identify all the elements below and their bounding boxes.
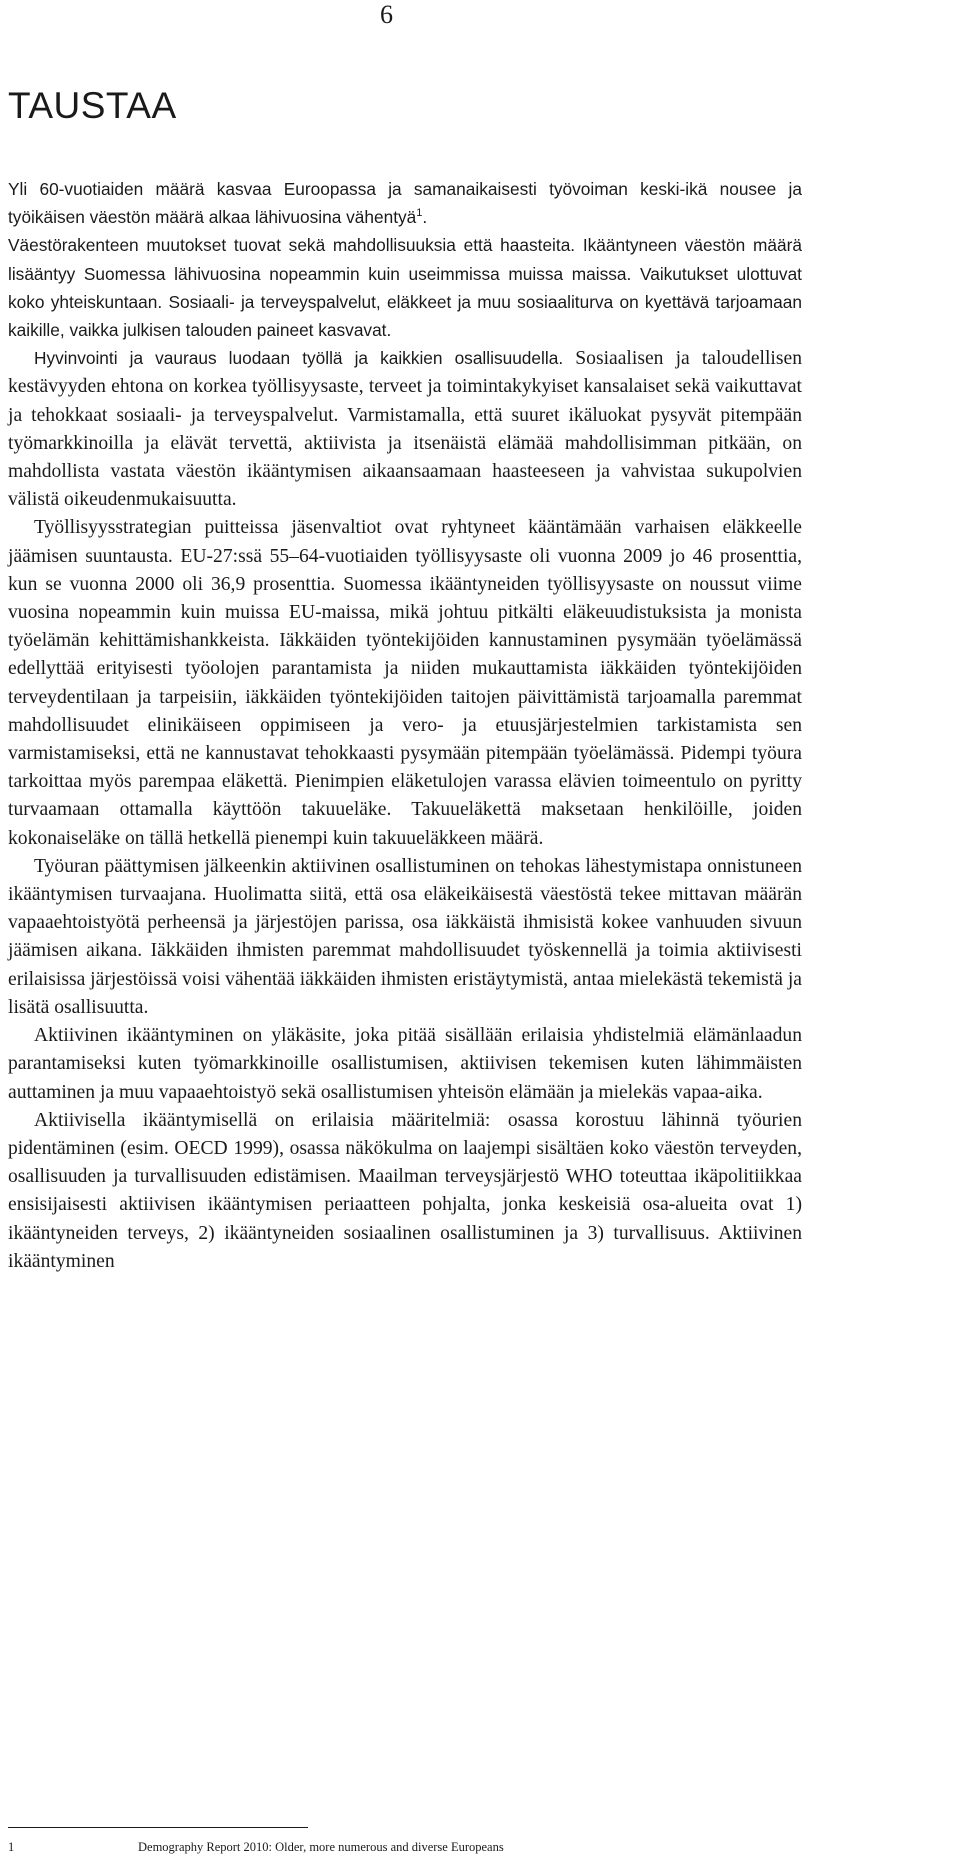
page-number: 6 [380, 0, 393, 29]
paragraph-2-lead: Hyvinvointi ja vauraus luodaan työllä ja kaikkien osallisuudella. [34, 348, 564, 369]
section-heading: TAUSTAA [8, 85, 177, 126]
paragraph-1 [8, 175, 802, 344]
paragraph-1-text-continued: Väestörakenteen muutokset tuovat sekä mahdollisuuksia että haasteita. Ikääntyneen väestön määrä lisääntyy Suomessa lähivuosina nopeammin kuin useimmissa muissa maissa. Vaikutukset ulottuvat koko yhteiskuntaan. Sosiaali- ja terveyspalvelut, eläkkeet ja muu sosiaaliturva on kyettävä tarjoamaan kaikille, vaikka julkisen talouden paineet kasvavat. [8, 235, 802, 341]
body-text [8, 175, 802, 1276]
paragraph-1-text: Yli 60-vuotiaiden määrä kasvaa Euroopassa ja samanaikaisesti työvoiman keski-ikä nousee ja työikäisen väestön määrä alkaa lähivuosina vähentyä [8, 179, 802, 228]
paragraph-5: Aktiivinen ikääntyminen on yläkäsite, joka pitää sisällään erilaisia yhdistelmiä elämänlaadun parantamiseksi kuten työmarkkinoille osallistumisen, aktiivisen tekemisen kuten lähimmäisten auttaminen ja muu vapaaehtoistyö sekä osallistumisen yhteisön elämään ja mielekäs vapaa-aika. [8, 1025, 802, 1103]
footnote-number: 1 [8, 1840, 15, 1854]
footnote-text: Demography Report 2010: Older, more numerous and diverse Europeans [138, 1840, 504, 1854]
footnote-divider [8, 1827, 308, 1828]
paragraph-4: Työuran päättymisen jälkeenkin aktiivinen osallistuminen on tehokas lähestymistapa onnistuneen ikääntymisen turvaajana. Huolimatta siitä, että osa eläkeikäisestä väestöstä tekee mittavan määrän vapaaehtoistyötä perheensä ja järjestöjen parissa, osa iäkkäistä ihmisistä kokee vanhuuden sivuun jäämisen aikana. Iäkkäiden ihmisten paremmat mahdollisuudet työskennellä ja toimia aktiivisesti erilaisissa järjestöissä voisi vähentää iäkkäiden ihmisten eristäytymistä, antaa mielekästä tekemistä ja lisätä osallisuutta. [8, 855, 802, 1018]
paragraph-6: Aktiivisella ikääntymisellä on erilaisia määritelmiä: osassa korostuu lähinnä työurien pidentäminen (esim. OECD 1999), osassa näkökulma on laajempi sisältäen koko väestön terveyden, osallisuuden ja turvallisuuden edistämisen. Maailman terveysjärjestö WHO toteuttaa ikäpolitiikkaa ensisijaisesti aktiivisen ikääntymisen periaatteen pohjalta, jonka keskeisiä osa-alueita ovat 1) ikääntyneiden terveys, 2) ikääntyneiden sosiaalinen osallistuminen ja 3) turvallisuus. Aktiivinen ikääntyminen [8, 1109, 802, 1272]
footnote [8, 1840, 504, 1855]
footnote-ref: 1 [416, 207, 423, 220]
paragraph-1-period: . [422, 207, 428, 228]
paragraph-3: Työllisyysstrategian puitteissa jäsenvaltiot ovat ryhtyneet kääntämään varhaisen eläkkeelle jäämisen suuntausta. EU-27:ssä 55–64-vuotiaiden työllisyysaste oli vuonna 2009 jo 46 prosenttia, kun se vuonna 2000 oli 36,9 prosenttia. Suomessa ikääntyneiden työllisyysaste on noussut viime vuosina nopeammin kuin muissa EU-maissa, mikä johtuu pitkälti eläkeuudistuksista ja monista työelämän kehittämishankkeista. Iäkkäiden työntekijöiden kannustaminen pysymään työelämässä edellyttää erityisesti työolojen parantamista ja niiden mukauttamista iäkkäiden työntekijöiden terveydentilaan ja tarpeisiin, iäkkäiden työntekijöiden taitojen päivittämistä tarjoamalla paremmat mahdollisuudet elinikäiseen oppimiseen ja vero- ja etuusjärjestelmien tarkistamista sen varmistamiseksi, että ne kannustavat tehokkaasti pysymään pitempään työelämässä. Pidempi työura tarkoittaa myös parempaa eläkettä. Pienimpien eläketulojen varassa elävien toimeentulo on pyritty turvaamaan ottamalla käyttöön takuueläke. Takuueläkettä maksetaan henkilöille, joiden kokonaiseläke on tällä hetkellä pienempi kuin takuueläkkeen määrä. [8, 517, 802, 849]
paragraph-2-text: Sosiaalisen ja taloudellisen kestävyyden ehtona on korkea työllisyysaste, terveet ja toimintakykyiset kansalaiset sekä vaikuttavat ja tehokkaat sosiaali- ja terveyspalvelut. Varmistamalla, että suuret ikäluokat pysyvät pitempään työmarkkinoilla ja elävät tervettä, aktiivista ja itsenäistä elämää mahdollisimman pitkään, on mahdollista vastata väestön ikääntymisen aikaansaamaan haasteeseen ja vahvistaa sukupolvien välistä oikeudenmukaisuutta. [8, 348, 802, 511]
paragraph-2 [8, 344, 802, 514]
